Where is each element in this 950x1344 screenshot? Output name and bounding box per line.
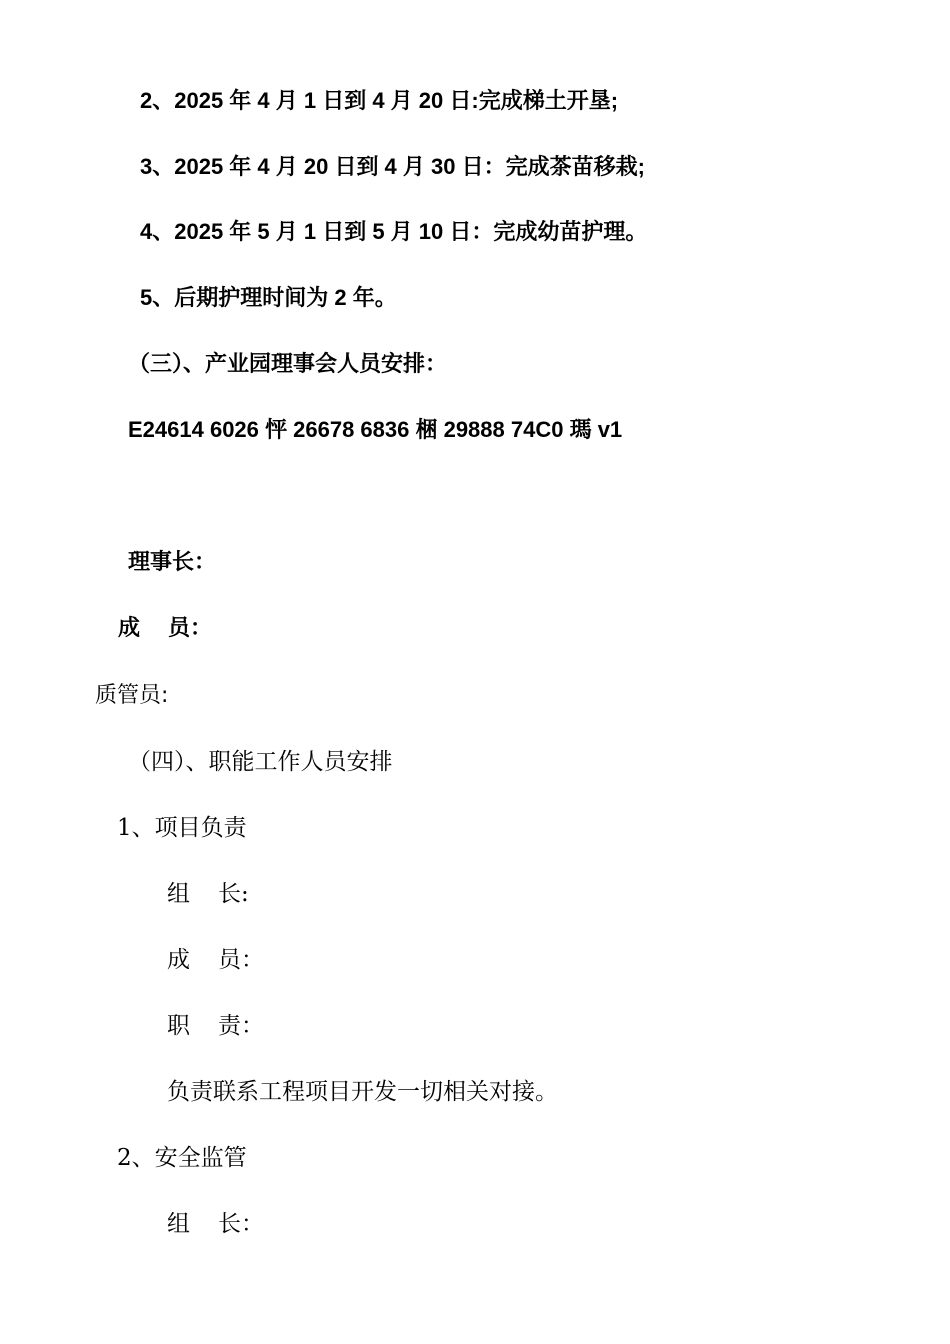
garbled-text-line: E24614 6026 怦 26678 6836 梱 29888 74C0 瑪 v1: [128, 417, 623, 442]
section-1-title: 1、项目负责: [117, 815, 247, 841]
section-1-leader-b: 长:: [218, 881, 249, 907]
schedule-item-4: 4、2025 年 5 月 1 日到 5 月 10 日：完成幼苗护理。: [140, 219, 648, 244]
section-1-duty-a: 职: [167, 1013, 190, 1039]
section-2-leader-b: 长：: [218, 1211, 264, 1237]
section-1-members-b: 员：: [218, 947, 264, 973]
section-2-leader-a: 组: [167, 1211, 190, 1237]
staff-heading: （四）、职能工作人员安排: [128, 749, 393, 775]
chairman-label: 理事长：: [128, 549, 217, 574]
section-1-duty-text: 负责联系工程项目开发一切相关对接。: [167, 1079, 558, 1105]
council-members-label-b: 员：: [168, 615, 213, 640]
section-1-members-label: [167, 949, 264, 972]
section-1-duty-b: 责：: [218, 1013, 264, 1039]
schedule-item-5: 5、后期护理时间为 2 年。: [140, 285, 397, 310]
section-1-leader-a: 组: [167, 881, 190, 907]
section-1-duty-label: [167, 1015, 264, 1038]
section-1-leader-label: [167, 883, 249, 906]
schedule-item-3: 3、2025 年 4 月 20 日到 4 月 30 日：完成茶苗移栽;: [140, 154, 645, 179]
council-members-label: [118, 617, 212, 639]
section-1-members-a: 成: [167, 947, 190, 973]
schedule-item-2: 2、2025 年 4 月 1 日到 4 月 20 日:完成梯土开垦;: [140, 88, 619, 113]
quality-manager-label: 质管员:: [95, 683, 169, 708]
council-members-label-a: 成: [118, 615, 141, 640]
council-heading: （三）、产业园理事会人员安排：: [128, 351, 448, 376]
section-2-title: 2、安全监管: [117, 1145, 247, 1171]
section-2-leader-label: [167, 1213, 264, 1236]
